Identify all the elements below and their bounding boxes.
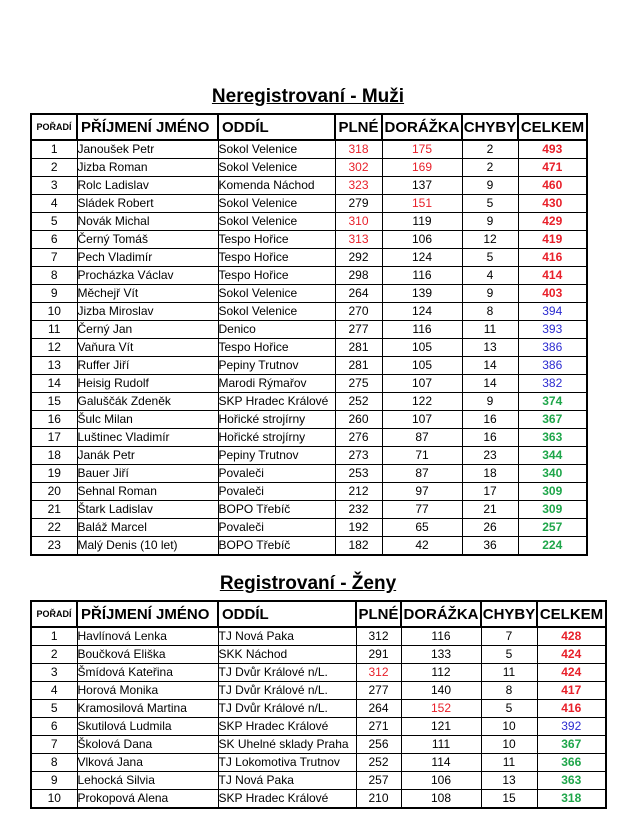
name-cell: Vlková Jana xyxy=(77,754,218,772)
name-cell: Bauer Jiří xyxy=(77,465,218,483)
clear-cell: 107 xyxy=(382,411,462,429)
clear-cell: 151 xyxy=(382,195,462,213)
total-cell: 429 xyxy=(518,213,587,231)
name-cell: Jizba Roman xyxy=(77,159,218,177)
club-cell: Denico xyxy=(218,321,335,339)
club-cell: Povaleči xyxy=(218,483,335,501)
name-cell: Sládek Robert xyxy=(77,195,218,213)
clear-cell: 137 xyxy=(382,177,462,195)
name-cell: Jizba Miroslav xyxy=(77,303,218,321)
faults-cell: 12 xyxy=(462,231,518,249)
club-cell: Sokol Velenice xyxy=(218,140,335,159)
total-cell: 367 xyxy=(518,411,587,429)
faults-cell: 10 xyxy=(481,718,537,736)
club-cell: TJ Nová Paka xyxy=(218,772,356,790)
clear-cell: 139 xyxy=(382,285,462,303)
club-cell: SKP Hradec Králové xyxy=(218,393,335,411)
full-cell: 260 xyxy=(335,411,382,429)
total-cell: 428 xyxy=(537,627,606,646)
rank-cell: 8 xyxy=(31,754,77,772)
total-cell: 394 xyxy=(518,303,587,321)
full-cell: 257 xyxy=(356,772,401,790)
full-cell: 232 xyxy=(335,501,382,519)
table-row xyxy=(31,772,606,790)
club-cell: SKP Hradec Králové xyxy=(218,718,356,736)
results-table-women xyxy=(30,600,607,809)
rank-cell: 5 xyxy=(31,700,77,718)
rank-cell: 18 xyxy=(31,447,77,465)
full-cell: 279 xyxy=(335,195,382,213)
full-cell: 313 xyxy=(335,231,382,249)
name-cell: Černý Jan xyxy=(77,321,218,339)
name-cell: Malý Denis (10 let) xyxy=(77,537,218,556)
faults-cell: 8 xyxy=(462,303,518,321)
table-row xyxy=(31,519,587,537)
club-cell: Sokol Velenice xyxy=(218,303,335,321)
col-name: PŘÍJMENÍ JMÉNO xyxy=(77,114,218,140)
full-cell: 273 xyxy=(335,447,382,465)
rank-cell: 7 xyxy=(31,736,77,754)
table-row xyxy=(31,339,587,357)
club-cell: Tespo Hořice xyxy=(218,249,335,267)
clear-cell: 124 xyxy=(382,249,462,267)
table-row xyxy=(31,249,587,267)
clear-cell: 133 xyxy=(401,646,481,664)
club-cell: Pepiny Trutnov xyxy=(218,357,335,375)
faults-cell: 9 xyxy=(462,285,518,303)
club-cell: BOPO Třebíč xyxy=(218,537,335,556)
faults-cell: 8 xyxy=(481,682,537,700)
full-cell: 264 xyxy=(335,285,382,303)
table-row xyxy=(31,429,587,447)
total-cell: 367 xyxy=(537,736,606,754)
club-cell: Povaleči xyxy=(218,465,335,483)
clear-cell: 106 xyxy=(401,772,481,790)
clear-cell: 169 xyxy=(382,159,462,177)
faults-cell: 16 xyxy=(462,411,518,429)
total-cell: 414 xyxy=(518,267,587,285)
faults-cell: 14 xyxy=(462,375,518,393)
club-cell: Sokol Velenice xyxy=(218,159,335,177)
name-cell: Rolc Ladislav xyxy=(77,177,218,195)
col-name: PŘÍJMENÍ JMÉNO xyxy=(77,601,218,627)
faults-cell: 7 xyxy=(481,627,537,646)
clear-cell: 87 xyxy=(382,465,462,483)
total-cell: 366 xyxy=(537,754,606,772)
clear-cell: 116 xyxy=(401,627,481,646)
name-cell: Prokopová Alena xyxy=(77,790,218,809)
clear-cell: 111 xyxy=(401,736,481,754)
full-cell: 212 xyxy=(335,483,382,501)
club-cell: Komenda Náchod xyxy=(218,177,335,195)
table-row xyxy=(31,718,606,736)
clear-cell: 105 xyxy=(382,357,462,375)
table-row xyxy=(31,465,587,483)
table-row xyxy=(31,321,587,339)
full-cell: 323 xyxy=(335,177,382,195)
rank-cell: 1 xyxy=(31,627,77,646)
clear-cell: 124 xyxy=(382,303,462,321)
rank-cell: 1 xyxy=(31,140,77,159)
faults-cell: 10 xyxy=(481,736,537,754)
rank-cell: 7 xyxy=(31,249,77,267)
col-faults: CHYBY xyxy=(481,601,537,627)
table-row xyxy=(31,357,587,375)
total-cell: 374 xyxy=(518,393,587,411)
full-cell: 276 xyxy=(335,429,382,447)
rank-cell: 3 xyxy=(31,177,77,195)
total-cell: 460 xyxy=(518,177,587,195)
clear-cell: 42 xyxy=(382,537,462,556)
clear-cell: 108 xyxy=(401,790,481,809)
name-cell: Galuščák Zdeněk xyxy=(77,393,218,411)
col-full: PLNÉ xyxy=(356,601,401,627)
table-row xyxy=(31,627,606,646)
col-clear: DORÁŽKA xyxy=(401,601,481,627)
table-row xyxy=(31,501,587,519)
faults-cell: 18 xyxy=(462,465,518,483)
table-row xyxy=(31,483,587,501)
club-cell: Tespo Hořice xyxy=(218,231,335,249)
total-cell: 386 xyxy=(518,357,587,375)
full-cell: 281 xyxy=(335,339,382,357)
total-cell: 403 xyxy=(518,285,587,303)
total-cell: 363 xyxy=(518,429,587,447)
table-row xyxy=(31,393,587,411)
name-cell: Pech Vladimír xyxy=(77,249,218,267)
table-row xyxy=(31,177,587,195)
total-cell: 382 xyxy=(518,375,587,393)
name-cell: Skutilová Ludmila xyxy=(77,718,218,736)
total-cell: 430 xyxy=(518,195,587,213)
table-row xyxy=(31,140,587,159)
rank-cell: 3 xyxy=(31,664,77,682)
clear-cell: 114 xyxy=(401,754,481,772)
col-club: ODDÍL xyxy=(218,601,356,627)
faults-cell: 13 xyxy=(462,339,518,357)
rank-cell: 23 xyxy=(31,537,77,556)
total-cell: 363 xyxy=(537,772,606,790)
full-cell: 312 xyxy=(356,627,401,646)
total-cell: 344 xyxy=(518,447,587,465)
table-row xyxy=(31,375,587,393)
clear-cell: 175 xyxy=(382,140,462,159)
col-club: ODDÍL xyxy=(218,114,335,140)
name-cell: Novák Michal xyxy=(77,213,218,231)
faults-cell: 36 xyxy=(462,537,518,556)
faults-cell: 15 xyxy=(481,790,537,809)
club-cell: TJ Dvůr Králové n/L. xyxy=(218,700,356,718)
name-cell: Procházka Václav xyxy=(77,267,218,285)
clear-cell: 116 xyxy=(382,267,462,285)
col-rank: POŘADÍ xyxy=(31,601,77,627)
full-cell: 270 xyxy=(335,303,382,321)
club-cell: TJ Dvůr Králové n/L. xyxy=(218,682,356,700)
name-cell: Sehnal Roman xyxy=(77,483,218,501)
full-cell: 192 xyxy=(335,519,382,537)
results-table-men xyxy=(30,113,588,556)
clear-cell: 121 xyxy=(401,718,481,736)
clear-cell: 105 xyxy=(382,339,462,357)
rank-cell: 19 xyxy=(31,465,77,483)
club-cell: Povaleči xyxy=(218,519,335,537)
table-row xyxy=(31,664,606,682)
col-full: PLNÉ xyxy=(335,114,382,140)
table-row xyxy=(31,537,587,556)
total-cell: 340 xyxy=(518,465,587,483)
col-total: CELKEM xyxy=(537,601,606,627)
rank-cell: 14 xyxy=(31,375,77,393)
faults-cell: 4 xyxy=(462,267,518,285)
full-cell: 210 xyxy=(356,790,401,809)
faults-cell: 14 xyxy=(462,357,518,375)
rank-cell: 20 xyxy=(31,483,77,501)
total-cell: 424 xyxy=(537,646,606,664)
clear-cell: 65 xyxy=(382,519,462,537)
full-cell: 302 xyxy=(335,159,382,177)
name-cell: Heisig Rudolf xyxy=(77,375,218,393)
faults-cell: 13 xyxy=(481,772,537,790)
rank-cell: 4 xyxy=(31,682,77,700)
rank-cell: 9 xyxy=(31,772,77,790)
name-cell: Horová Monika xyxy=(77,682,218,700)
full-cell: 264 xyxy=(356,700,401,718)
full-cell: 253 xyxy=(335,465,382,483)
total-cell: 416 xyxy=(518,249,587,267)
name-cell: Vaňura Vít xyxy=(77,339,218,357)
rank-cell: 6 xyxy=(31,718,77,736)
faults-cell: 11 xyxy=(481,754,537,772)
rank-cell: 4 xyxy=(31,195,77,213)
table-row xyxy=(31,195,587,213)
faults-cell: 5 xyxy=(462,249,518,267)
clear-cell: 119 xyxy=(382,213,462,231)
club-cell: Marodi Rýmařov xyxy=(218,375,335,393)
rank-cell: 16 xyxy=(31,411,77,429)
faults-cell: 2 xyxy=(462,140,518,159)
clear-cell: 116 xyxy=(382,321,462,339)
full-cell: 182 xyxy=(335,537,382,556)
rank-cell: 10 xyxy=(31,790,77,809)
total-cell: 309 xyxy=(518,483,587,501)
faults-cell: 5 xyxy=(481,700,537,718)
full-cell: 292 xyxy=(335,249,382,267)
club-cell: SKP Hradec Králové xyxy=(218,790,356,809)
name-cell: Ruffer Jiří xyxy=(77,357,218,375)
club-cell: Hořické strojírny xyxy=(218,411,335,429)
full-cell: 271 xyxy=(356,718,401,736)
club-cell: TJ Dvůr Králové n/L. xyxy=(218,664,356,682)
clear-cell: 140 xyxy=(401,682,481,700)
club-cell: SKK Náchod xyxy=(218,646,356,664)
rank-cell: 21 xyxy=(31,501,77,519)
club-cell: TJ Nová Paka xyxy=(218,627,356,646)
table-row xyxy=(31,159,587,177)
col-rank: POŘADÍ xyxy=(31,114,77,140)
club-cell: Hořické strojírny xyxy=(218,429,335,447)
faults-cell: 5 xyxy=(462,195,518,213)
section-title-women-registered: Registrovaní - Ženy xyxy=(219,573,397,594)
rank-cell: 9 xyxy=(31,285,77,303)
col-faults: CHYBY xyxy=(462,114,518,140)
total-cell: 424 xyxy=(537,664,606,682)
clear-cell: 77 xyxy=(382,501,462,519)
clear-cell: 112 xyxy=(401,664,481,682)
clear-cell: 71 xyxy=(382,447,462,465)
faults-cell: 21 xyxy=(462,501,518,519)
faults-cell: 9 xyxy=(462,393,518,411)
faults-cell: 23 xyxy=(462,447,518,465)
table-row xyxy=(31,790,606,809)
full-cell: 312 xyxy=(356,664,401,682)
rank-cell: 2 xyxy=(31,646,77,664)
name-cell: Štark Ladislav xyxy=(77,501,218,519)
full-cell: 277 xyxy=(356,682,401,700)
faults-cell: 9 xyxy=(462,177,518,195)
faults-cell: 11 xyxy=(462,321,518,339)
full-cell: 318 xyxy=(335,140,382,159)
table-row xyxy=(31,700,606,718)
club-cell: Pepiny Trutnov xyxy=(218,447,335,465)
table-row xyxy=(31,231,587,249)
name-cell: Havlínová Lenka xyxy=(77,627,218,646)
table-row xyxy=(31,285,587,303)
rank-cell: 13 xyxy=(31,357,77,375)
clear-cell: 107 xyxy=(382,375,462,393)
table-row xyxy=(31,682,606,700)
clear-cell: 97 xyxy=(382,483,462,501)
name-cell: Lehocká Silvia xyxy=(77,772,218,790)
total-cell: 471 xyxy=(518,159,587,177)
name-cell: Měchejř Vít xyxy=(77,285,218,303)
table-row xyxy=(31,267,587,285)
total-cell: 224 xyxy=(518,537,587,556)
section-title-men-unregistered: Neregistrovaní - Muži xyxy=(211,86,405,107)
total-cell: 318 xyxy=(537,790,606,809)
total-cell: 392 xyxy=(537,718,606,736)
club-cell: Sokol Velenice xyxy=(218,213,335,231)
full-cell: 256 xyxy=(356,736,401,754)
clear-cell: 87 xyxy=(382,429,462,447)
clear-cell: 106 xyxy=(382,231,462,249)
faults-cell: 17 xyxy=(462,483,518,501)
rank-cell: 10 xyxy=(31,303,77,321)
clear-cell: 152 xyxy=(401,700,481,718)
rank-cell: 17 xyxy=(31,429,77,447)
table-header-row xyxy=(31,114,587,140)
faults-cell: 5 xyxy=(481,646,537,664)
table-row xyxy=(31,754,606,772)
total-cell: 309 xyxy=(518,501,587,519)
col-total: CELKEM xyxy=(518,114,587,140)
full-cell: 277 xyxy=(335,321,382,339)
col-clear: DORÁŽKA xyxy=(382,114,462,140)
table-row xyxy=(31,303,587,321)
full-cell: 252 xyxy=(356,754,401,772)
full-cell: 310 xyxy=(335,213,382,231)
table-row xyxy=(31,213,587,231)
faults-cell: 2 xyxy=(462,159,518,177)
club-cell: Tespo Hořice xyxy=(218,267,335,285)
table-row xyxy=(31,736,606,754)
rank-cell: 15 xyxy=(31,393,77,411)
total-cell: 257 xyxy=(518,519,587,537)
faults-cell: 11 xyxy=(481,664,537,682)
table-row xyxy=(31,447,587,465)
rank-cell: 2 xyxy=(31,159,77,177)
total-cell: 493 xyxy=(518,140,587,159)
name-cell: Janoušek Petr xyxy=(77,140,218,159)
name-cell: Janák Petr xyxy=(77,447,218,465)
full-cell: 281 xyxy=(335,357,382,375)
full-cell: 298 xyxy=(335,267,382,285)
clear-cell: 122 xyxy=(382,393,462,411)
total-cell: 416 xyxy=(537,700,606,718)
full-cell: 252 xyxy=(335,393,382,411)
full-cell: 291 xyxy=(356,646,401,664)
total-cell: 393 xyxy=(518,321,587,339)
table-header-row xyxy=(31,601,606,627)
rank-cell: 22 xyxy=(31,519,77,537)
table-row xyxy=(31,646,606,664)
club-cell: BOPO Třebíč xyxy=(218,501,335,519)
faults-cell: 9 xyxy=(462,213,518,231)
full-cell: 275 xyxy=(335,375,382,393)
faults-cell: 26 xyxy=(462,519,518,537)
name-cell: Kramosilová Martina xyxy=(77,700,218,718)
club-cell: Sokol Velenice xyxy=(218,285,335,303)
rank-cell: 6 xyxy=(31,231,77,249)
name-cell: Boučková Eliška xyxy=(77,646,218,664)
name-cell: Baláž Marcel xyxy=(77,519,218,537)
rank-cell: 11 xyxy=(31,321,77,339)
total-cell: 419 xyxy=(518,231,587,249)
name-cell: Šulc Milan xyxy=(77,411,218,429)
name-cell: Školová Dana xyxy=(77,736,218,754)
rank-cell: 12 xyxy=(31,339,77,357)
rank-cell: 8 xyxy=(31,267,77,285)
name-cell: Luštinec Vladimír xyxy=(77,429,218,447)
rank-cell: 5 xyxy=(31,213,77,231)
total-cell: 386 xyxy=(518,339,587,357)
club-cell: SK Uhelné sklady Praha xyxy=(218,736,356,754)
name-cell: Šmídová Kateřina xyxy=(77,664,218,682)
faults-cell: 16 xyxy=(462,429,518,447)
club-cell: TJ Lokomotiva Trutnov xyxy=(218,754,356,772)
total-cell: 417 xyxy=(537,682,606,700)
club-cell: Sokol Velenice xyxy=(218,195,335,213)
table-row xyxy=(31,411,587,429)
club-cell: Tespo Hořice xyxy=(218,339,335,357)
name-cell: Černý Tomáš xyxy=(77,231,218,249)
